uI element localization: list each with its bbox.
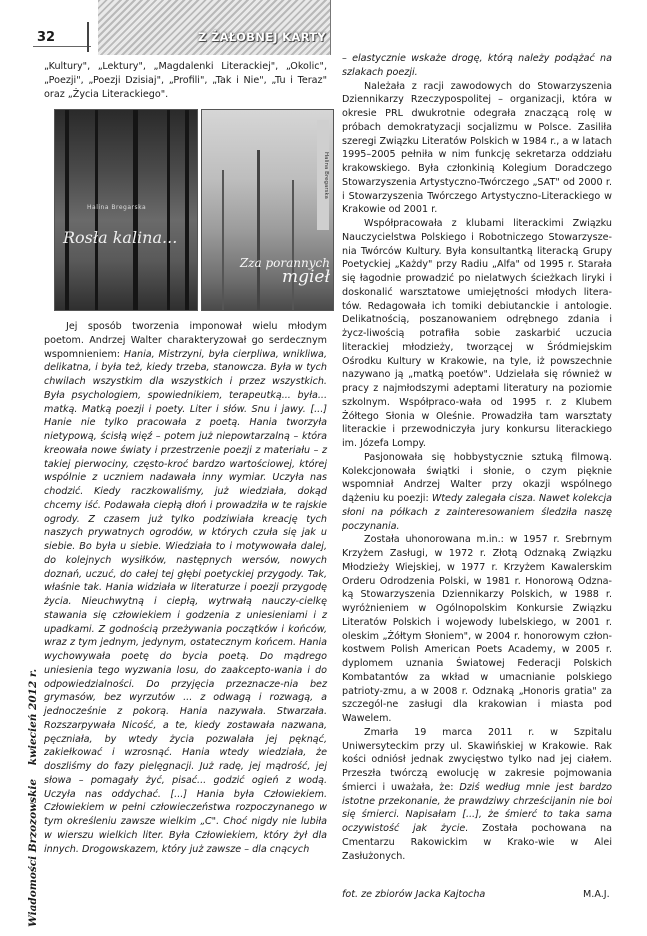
cover-spine-label: Halina Bregarska: [317, 120, 329, 230]
paragraph-organizations: Należała z racji zawodowych do Stowarzyszenia Dziennikarzy Rzeczypospolitej – organizacji, która w okresie PRL dwukrotnie odegrała znaczącą rolę w próbach demokratyzacji socjalizmu w Polsce. Zasiliła szeregi Związku Literatów Polskich w 1984 r., a w latach 1995–2005 pełniła w nim funkcję sekretarza oddziału krakowskiego. Była członkinią Kolegium Doradczego Stowarzyszenia Artystyczno-Twórczego „SAT" od 2000 r. i Stowarzyszenia Twórczego Artystyczno-Literackiego w Krakowie od 2001 r.: [342, 80, 612, 216]
page-number: 32: [37, 30, 56, 45]
cover-title-line2: mgieł: [281, 267, 330, 287]
paragraph-text: Zmarła 19 marca 2011 r. w Szpitalu Uniwersyteckim przy ul. Skawińskiej w Krakowie. Rak kości odniósł jednak zwycięstwo tylko nad jej ciałem. Przeszła twórczą ewolucję w zakresie pojmowania śmierci i uważała, że:: [342, 726, 612, 793]
paragraph-collaboration: Współpracowała z klubami literackimi Związku Nauczycielstwa Polskiego i Robotniczego Stowarzysze-nia Twórców Kultury. Była konsultantką literacką Grupy Poetyckiej „Każdy" przy Radiu „Alfa" od 1995 r. Starała się łagodnie prowadzić po nielatwych ścieżkach liryki i doskonalić warsztatowe umiejętności młodych litera-tów. Redagowała ich tomiki debiutanckie i antologie. Delikatnością, poszanowaniem odrębnego zdania i życz-liwością potrafiła sobie zaskarbić uczucia literackiej młodzieży, tworzącej w Śródmiejskim Ośrodku Kultury w Krakowie, na tyle, iż powszechnie nazywano ją „matką poetów". Udzielała się również w pracy z najmłodszymi adeptami literatury na poziomie szkolnym. Współpraco-wała od 1995 r. z Klubem Żółtego Słonia w Oleśnie. Prowadziła tam warsztaty literackie i przewodniczyła jury konkursu literackiego im. Józefa Lompy.: [342, 218, 612, 449]
magazine-list: „Kultury", „Lektury", „Magdalenki Literackiej", „Okolic", „Poezji", „Poezji Dzisiaj", „Profili", „Tak i Nie", „Tu i Teraz" oraz „Życia Literackiego".: [44, 61, 327, 100]
death-quote: Dziś według mnie jest bardzo istotne przekonanie, że prawdziwy chrześcijanin nie boi się śmierci. Napisałam [...], że śmierć to taka sama oczywistość jak życie.: [342, 781, 612, 834]
cover-title: Rosła kalina...: [63, 228, 178, 247]
walter-quote: Hania, Mistrzyni, była cierpliwa, wnikliwa, delikatna, i była też, kiedy trzeba, stanowcza. Była w tych chwilach wszystkim dla wszystkich i przez wszystkich. Była psychologiem, spowiednikiem, terapeutką... była... matką. Matką poezji i poety. Liter i słów. Snu i jawy. [...] Hanie nie tylko pracowała z poetą. Hania tworzyła nietypową, ścisłą więź – potem już niepowtarzalną – która kreowała nowe światy i przestrzenie poezji z materiału – z takiej pierwociny, często-kroć bardzo wartościowej, której wspólnie z uczniem nadawała inny wymiar. Uczyła nas chodzić. Kiedy raczkowaliśmy, już wiedziała, dokąd chcemy iść. Podawała ciepłą dłoń i prowadziła w te rajskie ogrody. Z czasem już tylko podziwiała kreację tych naszych prywatnych ogrodów, w których czuła się jak u siebie. Bo była u siebie. Wiedziała to i motywowała dalej, do kolejnych wysiłków, następnych wersów, nowych doznań, uczuć, do całej tej głębi poetyckiej przygody. Tak, właśnie tak. Hania widziała w literaturze i poezji przygodę życia. Nieuchwytną i ciepłą, wytrwałą nauczy-cielkę stawania się człowiekiem i godzenia z uniesieniami i z upadkami. Z godnością przeżywania początków i końców, wraz z tym jednym, jedynym, ostatecznym końcem. Hania wychowywała poetę do bycia poetą. Do mądrego uniesienia tego wyzwania losu, do zaakcepto-wania i do odpowiedzialności. Do przyjęcia przeznacze-nia bez grymasów, bez wyrzutów ... z odwagą i rozwagą, a jednocześnie z pokorą. Hania nazywała. Stwarzała. Rozszarpywała Nicość, a te, kiedy zostawała nazwana, pęczniała, by wtedy życia pozwalała jej pęknąć, zakiełkować i wzrosnąć. Hania wtedy wiedziała, że doszliśmy do fazy pielęgnacji. Już radę, jej mądrość, jej słowa – pomagały żyć, pisać... godzić ogień z wodą. Uczyła nas oddychać. [...] Hania była Człowiekiem. Człowiekiem w pełni człowieczeństwa rozpoczynanego w tym określeniu zawsze wielkim „C". Choć nigdy nie lubiła w wierszu wielkich liter. Była Człowiekiem, który żył dla innych. Drogowskazem, który już zawsze – dla cnących: [44, 348, 327, 855]
publication-name: Wiadomości Brzozowskie: [27, 778, 39, 927]
header-rule: [33, 46, 91, 47]
left-column-intro: [44, 60, 327, 101]
paragraph-hobbies: [342, 451, 612, 534]
paragraph-death: [342, 726, 612, 864]
book-cover-rosla-kalina: [54, 109, 198, 311]
quote-end: – elastycznie wskaże drogę, którą należy podążać na szlakach poezji.: [342, 53, 612, 78]
section-title: Z ŻAŁOBNEJ KARTY: [198, 30, 326, 44]
issue-date: kwiecień 2012 r.: [27, 668, 39, 766]
photo-credit: fot. ze zbiorów Jacka Kajtocha: [342, 889, 486, 900]
section-banner: [98, 0, 331, 55]
paragraph-text: Pasjonowała się hobbystycznie sztuką filmową. Kolekcjonowała świątki i słonie, o czym pięknie wspomniał Andrzej Walter przy okazji wspólnego dążeniu ku poezji:: [342, 451, 612, 504]
cover-title-line1: Zza porannych: [239, 256, 330, 270]
paragraph-text: Została pochowana na Cmentarzu Rakowickim w Krako-wie w Alei Zasłużonych.: [342, 823, 613, 862]
author-signature: M.A.J.: [583, 889, 610, 900]
paragraph-walter-quote: [44, 320, 327, 856]
cover-title: [230, 256, 330, 287]
cover-author: Halina Bregarska: [87, 204, 147, 211]
quote-continuation: [342, 52, 612, 80]
paragraph-text: Jej sposób tworzenia imponował wielu młodym poetom. Andrzej Walter charakteryzował go serdecznym wspomnieniem:: [44, 321, 327, 360]
left-column-body: [44, 320, 327, 856]
side-caption: [27, 668, 41, 927]
hobby-quote: Wtedy zalegała cisza. Nawet kolekcja słoni na półkach z zainteresowaniem śledziła naszę poczynania.: [342, 493, 613, 532]
right-column: [342, 52, 612, 863]
book-cover-zza-porannych-mgiel: [201, 109, 334, 311]
header-divider: [87, 22, 89, 52]
paragraph-awards: Została uhonorowana m.in.: w 1957 r. Srebrnym Krzyżem Zasługi, w 1972 r. Złotą Odznaką Związku Młodzieży Wiejskiej, w 1977 r. Krzyżem Kawalerskim Orderu Odrodzenia Polski, w 1981 r. Honorową Odzna-ką Stowarzyszenia Dziennikarzy Polskich, w 1988 r. wyróżnieniem w Ogólnopolskim Konkursie Związku Literatów Polskich i wojewody lubelskiego, w 2001 r. oleskim „Żółtym Słoniem", w 2004 r. honorowym człon-kostwem Polish American Poets Academy, w 2005 r. dyplomem uznania Światowej Federacji Polskich Kombatantów za wkład w umacnianie polskiego patrioty-zmu, a w 2008 r. Odznaką „Honoris gratia" za szczegól-ne zasługi dla krakowian i miasta pod Wawelem.: [342, 534, 612, 724]
